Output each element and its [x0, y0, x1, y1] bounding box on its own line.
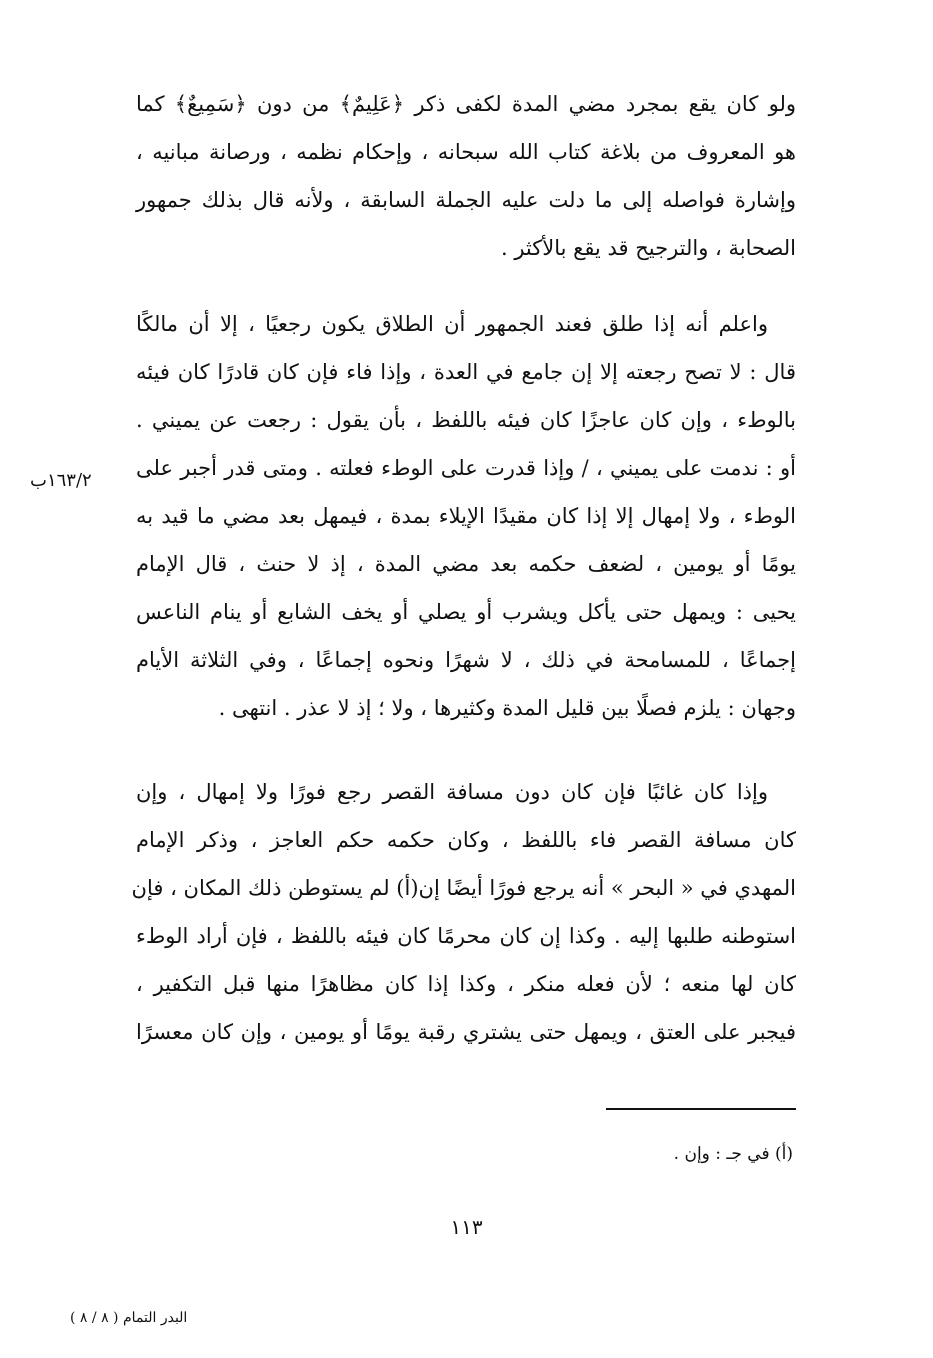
- text-line: فيجبر على العتق ، ويمهل حتى يشتري رقبة يومًا أو يومين ، وإن كان معسرًا: [136, 1020, 796, 1044]
- text-line: بالوطء ، وإن كان عاجزًا كان فيئه باللفظ ، بأن يقول : رجعت عن يميني .: [136, 408, 796, 432]
- paragraph-2: [136, 300, 796, 732]
- text-line: إجماعًا ، للمسامحة في ذلك ، لا شهرًا ونحوه إجماعًا ، وفي الثلاثة الأيام: [136, 648, 796, 672]
- text-line: الوطء ، ولا إمهال إلا إذا كان مقيدًا الإيلاء بمدة ، فيمهل بعد مضي ما قيد به: [136, 504, 796, 528]
- series-label: البدر التمام ( ٨ / ٨ ): [70, 1310, 188, 1326]
- margin-folio-note: ١٦٣/٢ب: [30, 470, 92, 491]
- text-line: أو : ندمت على يميني ، / وإذا قدرت على الوطء فعلته . ومتى قدر أجبر على: [136, 456, 796, 480]
- text-line: واعلم أنه إذا طلق فعند الجمهور أن الطلاق يكون رجعيًا ، إلا أن مالكًا: [136, 312, 768, 336]
- text-line: ولو كان يقع بمجرد مضي المدة لكفى ذكر ﴿عَلِيمٌ﴾ من دون ﴿سَمِيعٌ﴾ كما: [136, 92, 796, 116]
- text-line: وإذا كان غائبًا فإن كان دون مسافة القصر رجع فورًا ولا إمهال ، وإن: [136, 780, 768, 804]
- text-line: يحيى : ويمهل حتى يأكل ويشرب أو يصلي أو يخف الشابع أو ينام الناعس: [136, 600, 796, 624]
- page-number: ١١٣: [450, 1215, 483, 1239]
- footnote-divider: [606, 1108, 796, 1110]
- text-line: كان مسافة القصر فاء باللفظ ، وكان حكمه حكم العاجز ، وذكر الإمام: [136, 828, 796, 852]
- text-line: قال : لا تصح رجعته إلا إن جامع في العدة ، وإذا فاء فإن كان قادرًا كان فيئه: [136, 360, 796, 384]
- paragraph-1: [136, 80, 796, 272]
- text-line: يومًا أو يومين ، لضعف حكمه بعد مضي المدة ، إذ لا حنث ، قال الإمام: [136, 552, 796, 576]
- text-line: كان لها منعه ؛ لأن فعله منكر ، وكذا إذا كان مظاهرًا منها قبل التكفير ،: [136, 972, 796, 996]
- text-line: وجهان : يلزم فصلًا بين قليل المدة وكثيرها ، ولا ؛ إذ لا عذر . انتهى .: [218, 696, 796, 720]
- text-line: هو المعروف من بلاغة كتاب الله سبحانه ، وإحكام نظمه ، ورصانة مبانيه ،: [136, 140, 796, 164]
- text-line: الصحابة ، والترجيح قد يقع بالأكثر .: [500, 236, 796, 260]
- text-line: المهدي في « البحر » أنه يرجع فورًا أيضًا إن(أ) لم يستوطن ذلك المكان ، فإن: [131, 876, 796, 900]
- text-line: وإشارة فواصله إلى ما دلت عليه الجملة السابقة ، ولأنه قال بذلك جمهور: [136, 188, 796, 212]
- footnote: (أ) في جـ : وإن .: [673, 1144, 793, 1164]
- paragraph-3: [131, 768, 796, 1056]
- text-line: استوطنه طلبها إليه . وكذا إن كان محرمًا كان فيئه باللفظ ، فإن أراد الوطء: [136, 924, 796, 948]
